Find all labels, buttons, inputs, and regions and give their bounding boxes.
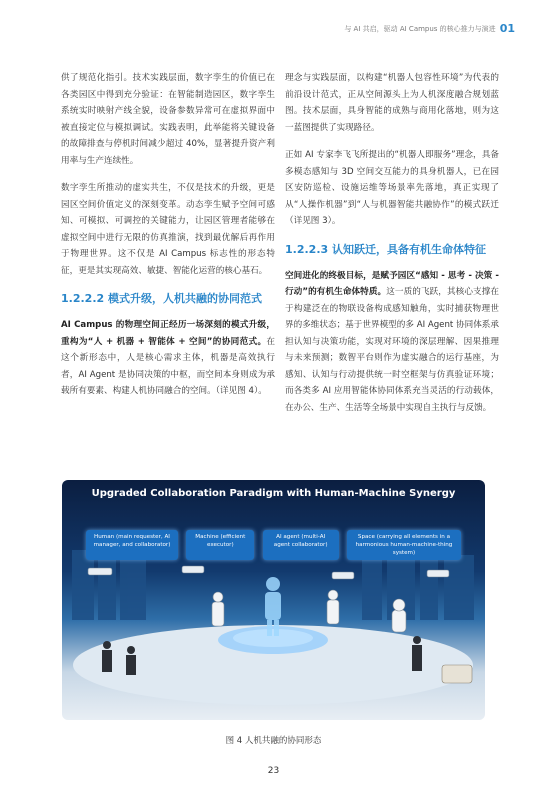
paragraph-text: 这一质的飞跃，其核心支撑在于构建泛在的物联设备构成感知触角，实时捕获物理世界的多维状态；基于世界模型的多 AI Agent 协同体系承担认知与决策功能，实现对环境的深层理解、因果推理与未来预测；数智平台则作为虚实融合的运行基座，为感知、认知与行动提供统一时空框架与仿真验证环境；而各类多 AI 应用智能体协同体系充当灵活的行动载体，在办公、生产、生活等全场景中实现自主执行与反馈。 xyxy=(285,287,499,413)
left-column xyxy=(61,70,275,411)
paragraph: 供了规范化指引。技术实践层面，数字孪生的价值已在各类园区中得到充分验证：在智能制造园区，数字孪生系统实时映射产线全貌，设备参数异常可在虚拟界面中被直接定位与模拟调试。实践表明，此举能将关键设备的故障排查与停机时间减少超过 40%，显著提升资产利用率与生产连续性。 xyxy=(61,73,275,166)
label-space: Space (carrying all elements in a harmonious human-machine-thing system) xyxy=(347,530,461,560)
section-heading: 1.2.2.2 模式升级，人机共融的协同范式 xyxy=(61,292,262,305)
scene-illustration xyxy=(62,480,485,720)
figure-label-row xyxy=(86,530,461,560)
label-machine: Machine (efficient executor) xyxy=(186,530,254,560)
paragraph: 正如 AI 专家李飞飞所提出的“机器人即服务”理念，具备多模态感知与 3D 空间交互能力的具身机器人，已在园区安防巡检、设施运维等场景率先落地，真正实现了从“人操作机器”到“人与机器智能共融协作”的模式跃迁（详见图 3）。 xyxy=(285,150,499,226)
paragraph: 理念与实践层面，以构建“机器人包容性环境”为代表的前沿设计范式，正从空间源头上为人机深度融合规划蓝图。技术层面，具身智能的成熟与商用化落地，则为这一蓝图提供了实现路径。 xyxy=(285,73,499,133)
label-human: Human (main requester, AI manager, and collaborator) xyxy=(86,530,178,560)
header-title: 与 AI 共启，驱动 AI Campus 的核心推力与演进 xyxy=(344,24,496,33)
label-ai-agent: AI agent (multi-AI agent collaborator) xyxy=(263,530,339,560)
bold-lead: AI Campus 的物理空间正经历一场深刻的模式升级，重构为“人 + 机器 + 智能体 + 空间”的协同范式。 xyxy=(61,320,275,347)
paragraph: 数字孪生所推动的虚实共生，不仅是技术的升级，更是园区空间价值定义的深刻变革。动态孪生赋予空间可感知、可模拟、可调控的关键能力，让园区管理者能够在虚拟空间中进行无限的仿真推演，找到最优解后再作用于物理世界。这不仅是 AI Campus 标志性的形态特征，更是其实现高效、敏捷、智能化运营的核心基石。 xyxy=(61,183,275,276)
figure-illustration xyxy=(62,480,485,720)
paragraph xyxy=(285,268,499,417)
page-header xyxy=(344,22,515,35)
figure-caption: 图 4 人机共融的协同形态 xyxy=(225,736,322,746)
section-heading: 1.2.2.3 认知跃迁，具备有机生命体特征 xyxy=(285,242,486,256)
paragraph xyxy=(61,317,275,400)
chapter-number: 01 xyxy=(499,22,515,35)
page-number: 23 xyxy=(267,766,280,776)
figure-title: Upgraded Collaboration Paradigm with Human-Machine Synergy xyxy=(91,488,456,499)
right-column xyxy=(285,70,499,427)
paragraph-text: 在这个新形态中，人是核心需求主体，机器是高效执行者，AI Agent 是协同决策的中枢，而空间本身则成为承载所有要素、构建人机协同融合的空间。（详见图 4）。 xyxy=(61,336,275,396)
bold-lead: 空间进化的终极目标，是赋予园区“感知 - 思考 - 决策 - 行动”的有机生命体特质。 xyxy=(285,270,499,297)
